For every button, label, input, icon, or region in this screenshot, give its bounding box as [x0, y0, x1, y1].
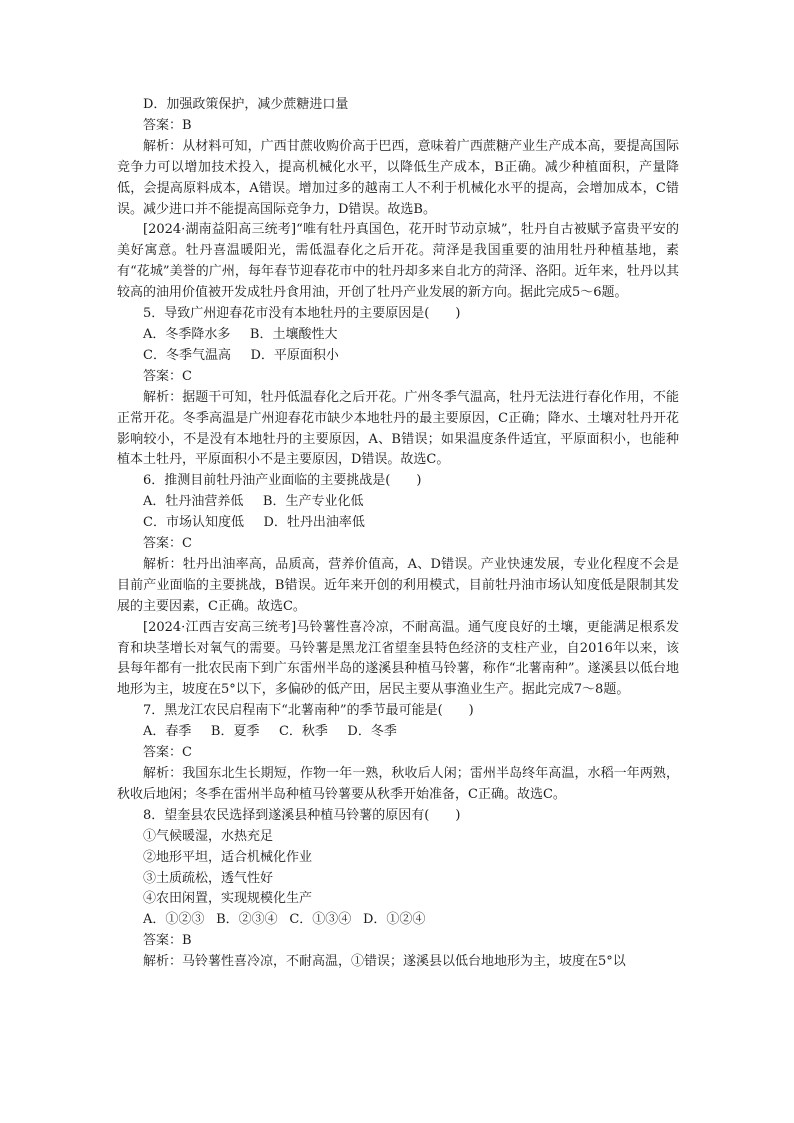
- explanation-7: 解析：我国东北生长期短，作物一年一熟，秋收后人闲；雷州半岛终年高温，水稻一年两熟，秋收后地闲；冬季在雷州半岛种植马铃薯要从秋季开始准备，C正确。故选C。: [117, 766, 679, 802]
- statement-3: ③土质疏松，透气性好: [143, 870, 274, 886]
- option-c: C．秋季: [278, 724, 328, 740]
- option-d: D．牡丹出油率低: [263, 515, 365, 531]
- option-a: A．春季: [143, 724, 192, 740]
- explanation-6: 解析：牡丹出油率高，品质高，营养价值高，A、D错误。产业快速发展，专业化程度不会是目前产业面临的主要挑战，B错误。近年来开创的利用模式，目前牡丹油市场认知度低是限制其发展的主要因素，C正确。故选C。: [117, 556, 679, 614]
- material-paragraph-potato: [2024·江西吉安高三统考]马铃薯性喜冷凉，不耐高温。通气度良好的土壤，更能满足根系发育和块茎增长对氧气的需要。马铃薯是黑龙江省望奎县特色经济的支柱产业，自2016年以来，该县每年都有一批农民南下到广东雷州半岛的遂溪县种植马铃薯，称作“北薯南种”。遂溪县以低台地地形为主，坡度在5°以下，多偏砂的低产田，居民主要从事渔业生产。据此完成7～8题。: [117, 619, 679, 698]
- question-5-options-row-2: [117, 346, 679, 367]
- question-8: 8．望奎县农民选择到遂溪县种植马铃薯的原因有( ): [143, 807, 461, 823]
- option-d-line: D．加强政策保护，减少蔗糖进口量: [143, 97, 349, 112]
- question-6-options-row-2: [117, 513, 679, 534]
- option-d: D．①②④: [362, 912, 426, 928]
- question-5-options-row-1: [117, 325, 679, 346]
- answer-6: 答案：C: [143, 536, 192, 552]
- answer-5: 答案：C: [143, 368, 192, 384]
- document-page: [117, 95, 679, 973]
- explanation-paragraph: 解析：从材料可知，广西甘蔗收购价高于巴西，意味着广西蔗糖产业生产成本高，要提高国际竞争力可以增加技术投入，提高机械化水平，以降低生产成本，B正确。减少种植面积，产量降低，会提高原料成本，A错误。增加过多的越南工人不利于机械化水平的提高，会增加成本，C错误。减少进口并不能提高国际竞争力，D错误。故选B。: [117, 138, 679, 217]
- question-6: 6．推测目前牡丹油产业面临的主要挑战是( ): [143, 473, 422, 489]
- question-6-options-row-1: [117, 492, 679, 513]
- option-c: C．市场认知度低: [143, 515, 244, 531]
- explanation-5: 解析：据题干可知，牡丹低温春化之后开花。广州冬季气温高，牡丹无法进行春化作用，不能正常开花。冬季高温是广州迎春花市缺少本地牡丹的最主要原因，C正确；降水、土壤对牡丹开花影响较小，不是没有本地牡丹的主要原因，A、B错误；如果温度条件适宜，平原面积小，也能种植本土牡丹，平原面积小不是主要原因，D错误。故选C。: [117, 389, 679, 468]
- option-b: B．夏季: [210, 724, 260, 740]
- option-b: B．生产专业化低: [262, 494, 364, 510]
- answer-line: 答案：B: [143, 117, 192, 133]
- answer-8: 答案：B: [143, 933, 192, 949]
- option-b: B．②③④: [216, 912, 278, 928]
- option-a: A．牡丹油营养低: [143, 494, 244, 510]
- statement-4: ④农田闲置，实现规模化生产: [143, 891, 313, 907]
- option-a: A．冬季降水多: [143, 326, 231, 342]
- statement-2: ②地形平坦，适合机械化作业: [143, 849, 313, 865]
- explanation-8: 解析：马铃薯性喜冷凉，不耐高温，①错误；遂溪县以低台地地形为主，坡度在5°以: [143, 954, 626, 970]
- question-8-options: [117, 910, 679, 931]
- option-d: D．平原面积小: [250, 347, 339, 363]
- option-c: C．①③④: [289, 912, 352, 928]
- question-7: 7．黑龙江农民启程南下“北薯南种”的季节最可能是( ): [143, 703, 474, 719]
- question-7-options: [117, 722, 679, 743]
- answer-7: 答案：C: [143, 745, 192, 761]
- option-c: C．冬季气温高: [143, 347, 231, 363]
- statement-1: ①气候暖湿，水热充足: [143, 828, 274, 844]
- material-paragraph-peony: [2024·湖南益阳高三统考]“唯有牡丹真国色，花开时节动京城”，牡丹自古被赋予富贵平安的美好寓意。牡丹喜温暖阳光，需低温春化之后开花。菏泽是我国重要的油用牡丹种植基地，素有“花城”美誉的广州，每年春节迎春花市中的牡丹却多来自北方的菏泽、洛阳。近年来，牡丹以其较高的油用价值被开发成牡丹食用油，开创了牡丹产业发展的新方向。据此完成5～6题。: [117, 222, 679, 301]
- option-b: B．土壤酸性大: [249, 326, 338, 342]
- question-5: 5．导致广州迎春花市没有本地牡丹的主要原因是( ): [143, 306, 461, 322]
- option-a: A．①②③: [143, 912, 205, 928]
- option-d: D．冬季: [347, 724, 397, 740]
